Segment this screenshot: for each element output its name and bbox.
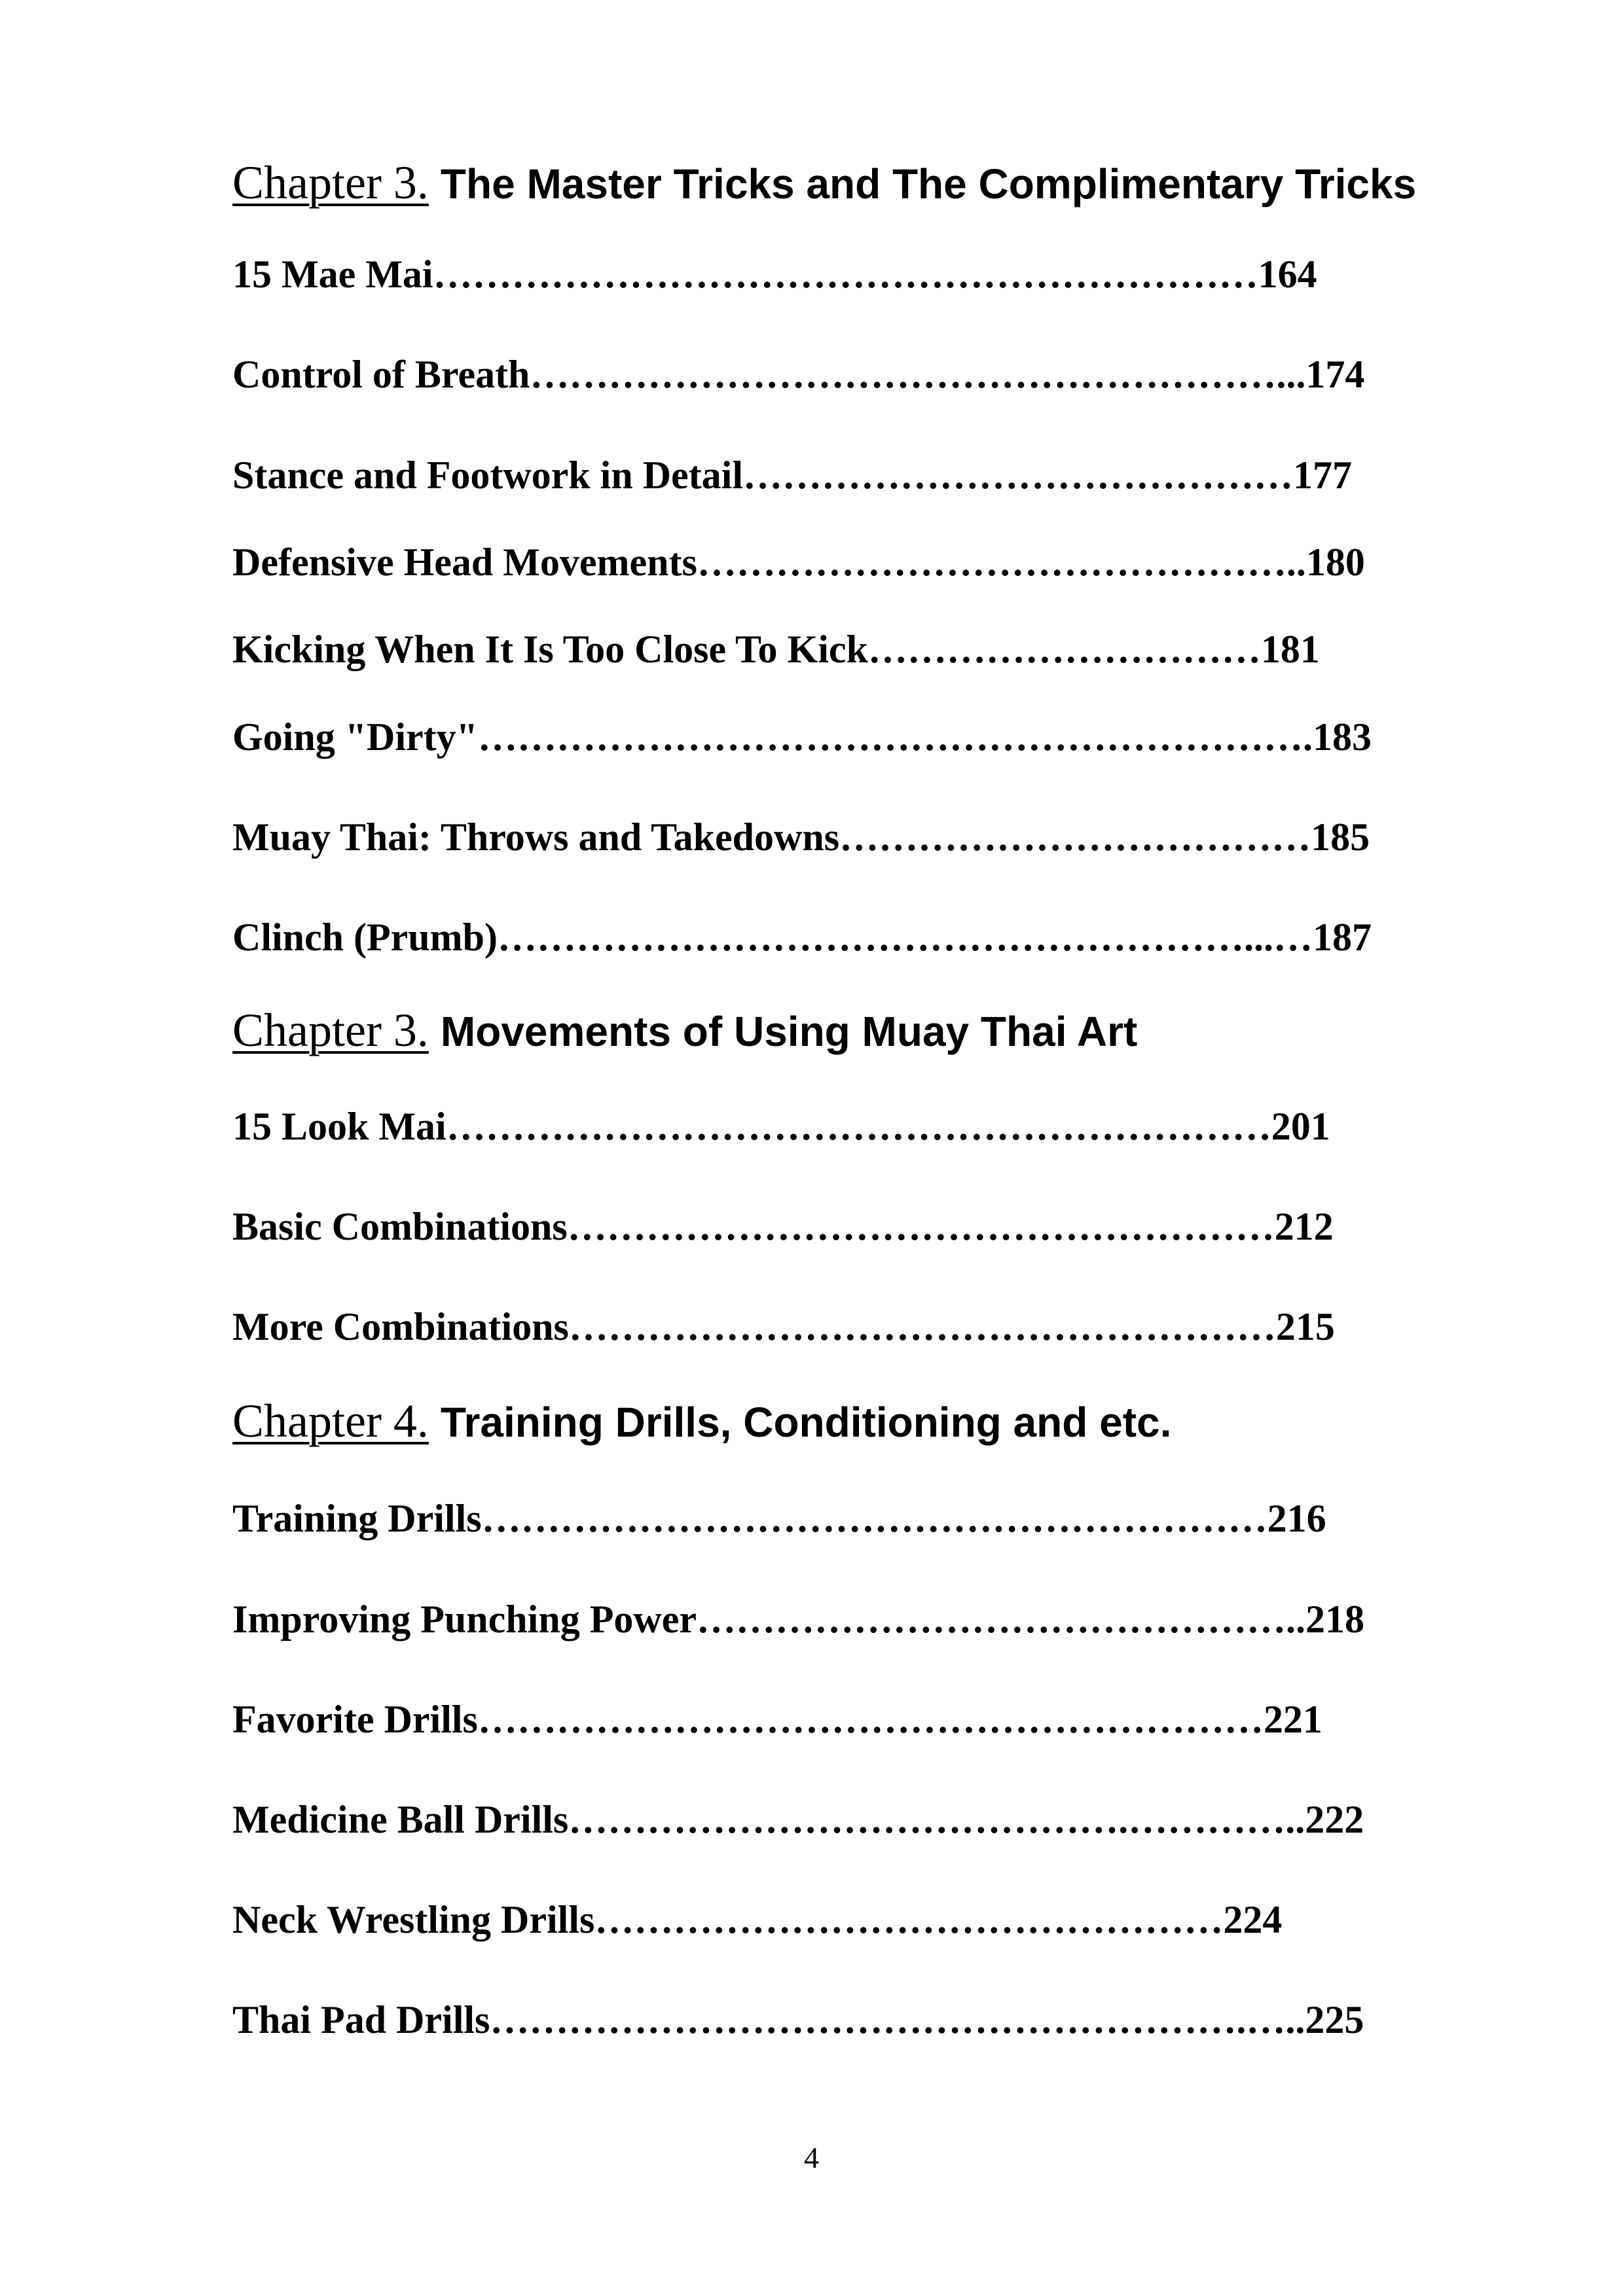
toc-entry: Stance and Footwork in Detail……………………………………177 bbox=[232, 454, 1352, 497]
toc-entry: Improving Punching Power………………………………………..218 bbox=[232, 1598, 1364, 1641]
toc-entry: Medicine Ball Drills…………………………………….…………..222 bbox=[232, 1798, 1364, 1841]
toc-entry: Basic Combinations………………………………………………212 bbox=[232, 1205, 1334, 1248]
chapter-label: Chapter 3. bbox=[232, 1004, 429, 1056]
toc-entry: Kicking When It Is Too Close To Kick…………………………181 bbox=[232, 628, 1320, 671]
chapter-title: Movements of Using Muay Thai Art bbox=[440, 1008, 1138, 1055]
toc-entry: Muay Thai: Throws and Takedowns………………………………185 bbox=[232, 816, 1370, 859]
chapter-label: Chapter 3. bbox=[232, 156, 429, 209]
toc-entry: More Combinations………………………………………………215 bbox=[232, 1305, 1335, 1348]
toc-entry: Clinch (Prumb)…………………………………………………...…187 bbox=[232, 916, 1372, 959]
chapter-heading bbox=[232, 156, 1416, 210]
toc-entry: Neck Wrestling Drills…………………………………………224 bbox=[232, 1898, 1283, 1941]
toc-entry: 15 Mae Mai………………………………………………………164 bbox=[232, 253, 1317, 296]
toc-entry: Control of Breath…………………………………………………...174 bbox=[232, 353, 1365, 396]
toc-entry: Thai Pad Drills………………………………………………….…..225 bbox=[232, 1998, 1364, 2041]
chapter-heading bbox=[232, 1394, 1171, 1448]
toc-entry: Going "Dirty"……………………………………………………….183 bbox=[232, 715, 1372, 759]
toc-entry: Favorite Drills……………………………………………………221 bbox=[232, 1698, 1322, 1741]
chapter-title: Training Drills, Conditioning and etc. bbox=[440, 1399, 1172, 1446]
toc-entry: Defensive Head Movements………………………………………..180 bbox=[232, 541, 1365, 584]
chapter-heading bbox=[232, 1003, 1137, 1058]
toc-entry: 15 Look Mai………………………………………………………201 bbox=[232, 1105, 1330, 1148]
page-number: 4 bbox=[804, 2141, 819, 2174]
chapter-title: The Master Tricks and The Complimentary Tricks bbox=[440, 160, 1417, 207]
toc-entry: Training Drills……………………………………………………216 bbox=[232, 1497, 1326, 1540]
chapter-label: Chapter 4. bbox=[232, 1395, 429, 1447]
